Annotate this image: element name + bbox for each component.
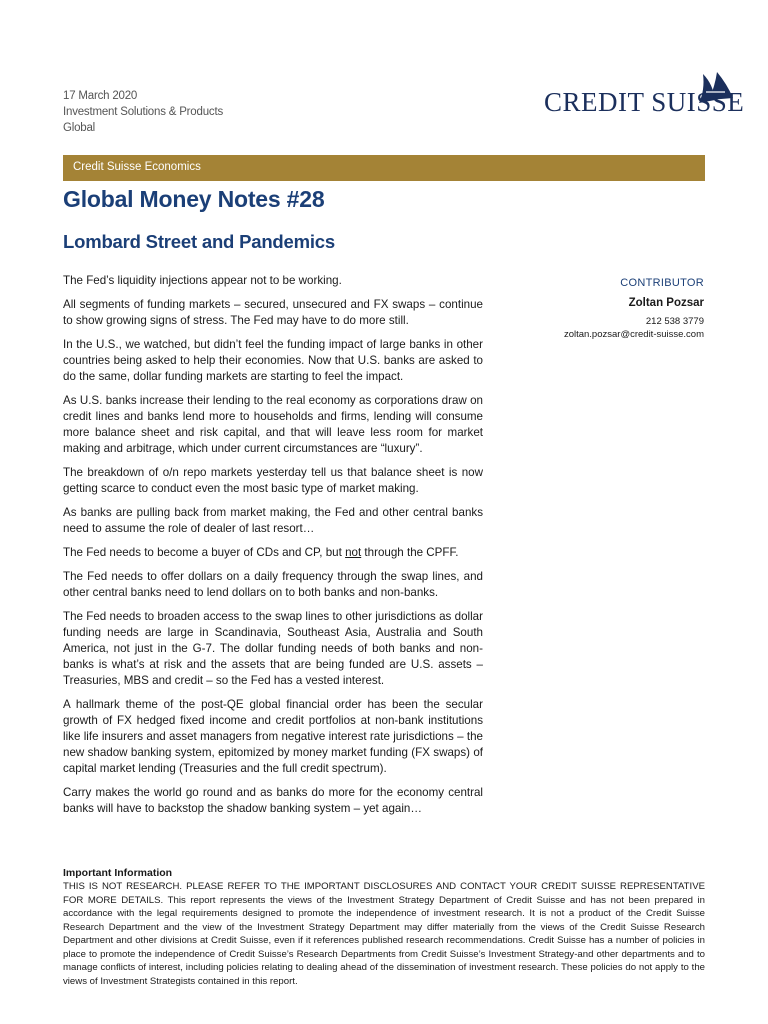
contributor-phone: 212 538 3779 xyxy=(645,316,704,327)
contributor-label: CONTRIBUTOR xyxy=(620,277,704,289)
contributor-name: Zoltan Pozsar xyxy=(628,297,704,309)
region-name: Global xyxy=(63,122,96,134)
emphasis-text: not xyxy=(345,546,362,559)
division-name: Investment Solutions & Products xyxy=(63,106,223,118)
paragraph: The Fed’s liquidity injections appear not to be working. xyxy=(63,274,342,287)
page-title: Global Money Notes #28 xyxy=(63,186,325,212)
contributor-box xyxy=(484,277,704,341)
paragraph: The breakdown of o/n repo markets yesterday tell us that balance sheet is now getting scarce to conduct even the most basic type of market making. xyxy=(63,466,483,495)
paragraph: As banks are pulling back from market making, the Fed and other central banks need to assume the role of dealer of last resort… xyxy=(63,506,483,535)
paragraph: The Fed needs to broaden access to the swap lines to other jurisdictions as dollar funding needs are large in Scandinavia, Southeast Asia, Australia and South America, not just in the G-7. The dollar funding needs of both banks and non-banks is what’s at risk and the assets that are being funded are U.S. assets – Treasuries, MBS and credit – so the Fed has a vested interest. xyxy=(63,610,483,687)
paragraph: Carry makes the world go round and as banks do more for the economy central banks will have to backstop the shadow banking system – yet again… xyxy=(63,786,483,815)
contributor-email-link[interactable]: zoltan.pozsar@credit-suisse.com xyxy=(563,329,704,340)
paragraph: All segments of funding markets – secured, unsecured and FX swaps – continue to show growing signs of stress. The Fed may have to do more still. xyxy=(63,298,483,327)
document-meta xyxy=(63,88,223,136)
important-heading: Important Information xyxy=(63,867,173,879)
paragraph: The Fed needs to offer dollars on a daily frequency through the swap lines, and other central banks need to lend dollars on to both banks and non-banks. xyxy=(63,570,483,599)
page-subtitle: Lombard Street and Pandemics xyxy=(63,231,335,252)
article-body xyxy=(63,273,483,825)
paragraph-text: The Fed needs to become a buyer of CDs and CP, but xyxy=(63,546,346,559)
band-label: Credit Suisse Economics xyxy=(73,161,201,173)
paragraph: As U.S. banks increase their lending to the real economy as corporations draw on credit lines and banks lend more to households and firms, lending will consume more balance sheet and risk capital, and that will leave less room for market making and arbitrage, which under current circumstances are “luxury”. xyxy=(63,394,483,455)
paragraph: In the U.S., we watched, but didn’t feel the funding impact of large banks in other countries being asked to help their economies. Now that U.S. banks are asked to do the same, dollar funding markets are starting to feel the impact. xyxy=(63,338,483,383)
paragraph xyxy=(63,545,483,561)
paragraph: A hallmark theme of the post-QE global financial order has been the secular growth of FX hedged fixed income and credit portfolios at non-bank institutions like life insurers and asset managers from negative interest rate jurisdictions – the new shadow banking system, epitomized by money market funding (FX swaps) of capital market lending (Treasuries and the full credit spectrum). xyxy=(63,698,483,775)
disclaimer-text: THIS IS NOT RESEARCH. PLEASE REFER TO THE IMPORTANT DISCLOSURES AND CONTACT YOUR CREDIT SUISSE REPRESENTATIVE FOR MORE DETAILS. This report represents the views of the Investment Strategy Department of Credit Suisse and has not been prepared in accordance with the legal requirements designed to promote the independence of investment research. It is not a product of the Credit Suisse Research Department and the view of the Investment Strategy Department may differ materially from the views of the Credit Suisse Research Department and other divisions at Credit Suisse, even if it references published research recommendations. Credit Suisse has a number of policies in place to promote the independence of Credit Suisse’s Research Departments from Credit Suisse’s Investment Strategy-and other departments and to manage conflicts of interest, including policies relating to dealing ahead of the dissemination of investment research. These policies do not apply to the views of Investment Strategists contained in this report. xyxy=(63,881,705,987)
important-information xyxy=(63,867,705,988)
section-band xyxy=(63,155,705,181)
report-date: 17 March 2020 xyxy=(63,90,138,102)
paragraph-text: through the CPFF. xyxy=(361,546,459,559)
logo-wordmark: CREDIT SUISSE xyxy=(544,87,745,117)
credit-suisse-logo xyxy=(540,70,745,120)
